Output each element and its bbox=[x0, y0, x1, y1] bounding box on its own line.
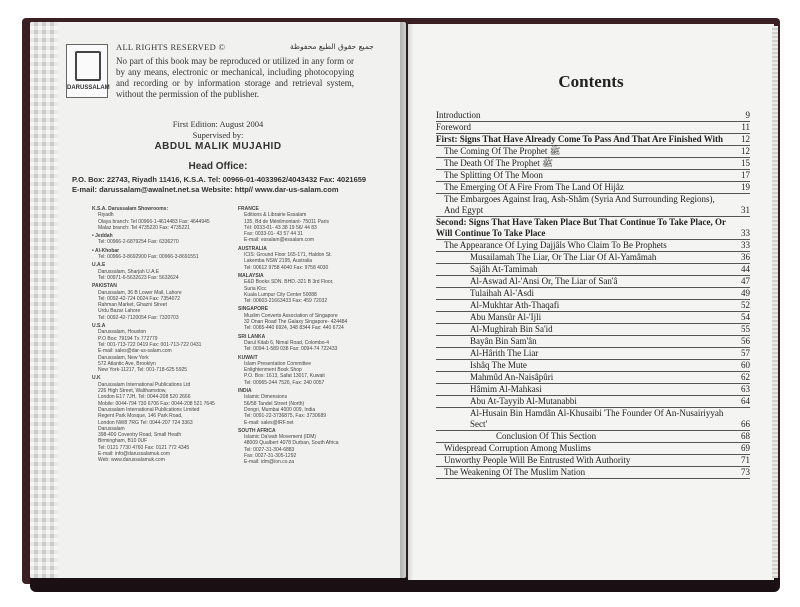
toc-title: Mahmûd An-Naisâpûri bbox=[470, 372, 554, 382]
toc-entry bbox=[436, 443, 750, 454]
showroom-line: 572 Atlantic Ave, Brooklyn bbox=[98, 360, 156, 367]
showroom-line: Editions & Librairie Essalam bbox=[244, 212, 307, 219]
toc-entry bbox=[436, 276, 750, 287]
showroom-line: Tel: 0121 7730 4760 Fax: 0121 772 4345 bbox=[98, 444, 190, 451]
toc-page: 54 bbox=[741, 312, 750, 322]
toc-entry bbox=[436, 134, 750, 145]
toc-title: Abu At-Tayyib Al-Mutanabbi bbox=[470, 396, 577, 406]
showroom-line: Riyadh bbox=[98, 212, 114, 219]
toc-title: The Weakening Of The Muslim Nation bbox=[444, 467, 586, 477]
toc-page: 44 bbox=[741, 264, 750, 274]
showroom-line: Tel: 00603-21663433 Fax: 459 72032 bbox=[244, 298, 328, 305]
toc-title: Al-Husain Bin Hamdân Al-Khusaibi 'The Founder Of An-Nusairiyyah Sect' bbox=[470, 408, 724, 429]
toc-page: 66 bbox=[741, 419, 750, 429]
toc-entry bbox=[436, 158, 750, 169]
logo-emblem-icon bbox=[75, 51, 101, 81]
toc-page: 9 bbox=[745, 110, 750, 120]
toc-page: 71 bbox=[741, 455, 750, 465]
showroom-line: 226 High Street, Walthamstow, bbox=[98, 388, 167, 395]
showroom-heading: U.S.A bbox=[92, 323, 106, 330]
showroom-line: E-mail: sales@dar-us-salam.com bbox=[98, 348, 172, 355]
table-of-contents bbox=[436, 110, 750, 479]
toc-entry bbox=[436, 372, 750, 383]
toc-page: 11 bbox=[741, 122, 750, 132]
toc-title: Introduction bbox=[436, 110, 481, 120]
showroom-line: Olaya branch: Tel 00966-1-4614483 Fax: 4644945 bbox=[98, 218, 210, 225]
showroom-heading: U.K bbox=[92, 375, 101, 382]
showroom-line: Islam Presentation Committee bbox=[244, 360, 311, 367]
toc-title: Foreword bbox=[436, 122, 471, 132]
showroom-line: Malaz branch: Tel 4735220 Fax: 4735221 bbox=[98, 224, 190, 231]
toc-title: Conclusion Of This Section bbox=[496, 431, 597, 441]
toc-entry bbox=[436, 312, 750, 323]
toc-entry bbox=[436, 324, 750, 335]
showroom-line: Tel: 0065-440 6924, 348 8344 Fax: 440 6724 bbox=[244, 325, 344, 332]
showroom-line: 48009 Qualbert 4078 Durban, South Africa bbox=[244, 440, 339, 447]
toc-entry bbox=[436, 182, 750, 193]
showroom-line: E-mail: idm@ion.co.za bbox=[244, 459, 295, 466]
toc-entry bbox=[436, 194, 750, 216]
showroom-line: P.O Box: 79194 Tx 772779 bbox=[98, 335, 158, 342]
toc-title: Hâmim Al-Mahkasi bbox=[470, 384, 542, 394]
showroom-line: ICIS: Ground Floor 165-171, Haldon St. bbox=[244, 252, 332, 259]
toc-page: 57 bbox=[741, 348, 750, 358]
toc-title: Ishâq The Mute bbox=[470, 360, 527, 370]
showroom-line: Fax: 0033-01- 43 57 44 31 bbox=[244, 231, 303, 238]
toc-entry bbox=[436, 252, 750, 263]
showroom-line: Tel: 0092-42-724 0024 Fax: 7354072 bbox=[98, 295, 181, 302]
toc-entry bbox=[436, 300, 750, 311]
toc-page: 56 bbox=[741, 336, 750, 346]
showroom-line: E&D Books SDN. BHD.-321 B 3rd Floor, bbox=[244, 279, 334, 286]
toc-page: 31 bbox=[741, 205, 750, 215]
showroom-line: Darussalam International Publications Ltd bbox=[98, 381, 191, 388]
rights-text: No part of this book may be reproduced or utilized in any form or by any means, electronic or mechanical, including photocopying and recording or by information storage and retrieval system, without the permission of the publisher. bbox=[116, 56, 354, 99]
showroom-line: Tel: 0092-42-7120054 Fax: 7320703 bbox=[98, 314, 179, 321]
toc-title: Abu Mansûr Al-'Ijli bbox=[470, 312, 542, 322]
toc-entry bbox=[436, 396, 750, 407]
showroom-line: Rahman Market, Ghazni Street bbox=[98, 302, 167, 309]
showroom-line: 398-400 Coventry Road, Small Heath bbox=[98, 432, 182, 439]
toc-title: Musailamah The Liar, Or The Liar Of Al-Yamâmah bbox=[470, 252, 657, 262]
toc-page: 73 bbox=[741, 467, 750, 477]
edition: First Edition: August 2004 bbox=[172, 119, 264, 129]
toc-title: The Splitting Of The Moon bbox=[444, 170, 543, 180]
toc-entry bbox=[436, 360, 750, 371]
showroom-line: Lakemba NSW 2195, Australia bbox=[244, 258, 313, 265]
showroom-line: Birmingham, B10 0UF bbox=[98, 438, 148, 445]
toc-entry bbox=[436, 348, 750, 359]
head-office-label: Head Office: bbox=[188, 161, 248, 172]
toc-page: 63 bbox=[741, 384, 750, 394]
showroom-line: Dongri, Mumbai 4000 009, India bbox=[244, 406, 316, 413]
showroom-line: Darul Kitab 6, Nimal Road, Colombo-4 bbox=[244, 339, 330, 346]
toc-title: Al-Aswad Al-'Ansi Or, The Liar of San'â bbox=[470, 276, 618, 286]
showroom-line: Tel: 00965-244 7526, Fax: 240 0057 bbox=[244, 379, 325, 386]
showroom-line: Tel: 00966-3-8692900 Fax: 00966-3-8691551 bbox=[98, 254, 199, 261]
showroom-line: 56/58 Tandel Street (North) bbox=[244, 400, 305, 407]
showroom-line: London E17 7JH, Tel: 0044-208 520 2666 bbox=[98, 394, 191, 401]
showroom-line: Kuala Lumpur City Center 50088 bbox=[244, 291, 317, 298]
toc-title: The Emerging Of A Fire From The Land Of Hijâz bbox=[444, 182, 624, 192]
toc-title: Al-Mukhtar Ath-Thaqafi bbox=[470, 300, 560, 310]
showroom-heading: FRANCE bbox=[238, 206, 259, 212]
showroom-line: Enlightenment Book Shop bbox=[244, 367, 302, 374]
showroom-heading: U.A.E bbox=[92, 262, 106, 269]
showrooms-left bbox=[92, 204, 232, 464]
publisher-logo bbox=[66, 44, 108, 98]
toc-page: 62 bbox=[741, 372, 750, 382]
showroom-line: P.O. Box: 1613, Safat 13017, Kuwait bbox=[244, 373, 325, 380]
showroom-line: E-mail: sales@IRF.net bbox=[244, 419, 294, 426]
toc-entry bbox=[436, 240, 750, 251]
toc-page: 49 bbox=[741, 288, 750, 298]
office-contact: E-mail: darussalam@awalnet.net.sa Website: http// www.dar-us-salam.com bbox=[72, 185, 339, 194]
toc-title: Tulaihah Al-'Asdi bbox=[470, 288, 535, 298]
showroom-heading: INDIA bbox=[238, 388, 252, 395]
page-gutter bbox=[400, 22, 414, 580]
showroom-line: E-mail: info@darussalamuk.com bbox=[98, 450, 171, 457]
endpaper bbox=[30, 22, 58, 578]
showroom-line: Darussalam, 36 B Lower Mall, Lahore bbox=[98, 289, 182, 296]
toc-page: 60 bbox=[741, 360, 750, 370]
contents-title: Contents bbox=[558, 72, 624, 91]
toc-page: 36 bbox=[741, 252, 750, 262]
showroom-line: Regent Park Mosque, 146 Park Road, bbox=[98, 413, 183, 420]
showroom-heading: PAKISTAN bbox=[92, 283, 117, 290]
toc-page: 33 bbox=[741, 240, 750, 250]
toc-page: 17 bbox=[741, 170, 750, 180]
toc-entry bbox=[436, 217, 750, 239]
toc-entry bbox=[436, 431, 750, 442]
showroom-line: Urdu Bazar Lahore bbox=[98, 308, 141, 315]
toc-page: 68 bbox=[741, 431, 750, 441]
toc-entry bbox=[436, 455, 750, 466]
logo-text: DARUSSALAM bbox=[67, 85, 110, 91]
office-address: P.O. Box: 22743, Riyadh 11416, K.S.A. Tel: 00966-01-4033962/4043432 Fax: 4021659 bbox=[72, 175, 367, 184]
showroom-line: Darussalam International Publications Limited bbox=[98, 406, 200, 413]
toc-page: 12 bbox=[741, 134, 750, 144]
showroom-line: Web: www.darussalamuk.com bbox=[98, 457, 165, 464]
toc-title: The Coming Of The Prophet ﷺ bbox=[444, 146, 561, 156]
toc-page: 47 bbox=[741, 276, 750, 286]
toc-entry bbox=[436, 467, 750, 478]
showroom-heading: AUSTRALIA bbox=[238, 245, 267, 252]
toc-entry bbox=[436, 264, 750, 275]
rights-title: ALL RIGHTS RESERVED © bbox=[116, 42, 226, 52]
showroom-line: Mobile: 0044-794 730 6706 Fax: 0044-208 521 7645 bbox=[98, 400, 215, 407]
showroom-line: Tel: 0091-22-3736875, Fax: 3730689 bbox=[244, 413, 327, 420]
showroom-line: Tel: 001-713-722 0419 Fax: 001-713-722 0431 bbox=[98, 341, 202, 348]
supervised-by-label: Supervised by: bbox=[192, 130, 244, 140]
toc-title: The Appearance Of Lying Dajjâls Who Claim To Be Prophets bbox=[444, 240, 667, 250]
page-edges bbox=[772, 26, 778, 578]
toc-entry bbox=[436, 408, 750, 430]
book-bottom-edge bbox=[30, 578, 780, 592]
rights-arabic: جميع حقوق الطبع محفوظة bbox=[290, 42, 374, 51]
showroom-line: Suria Klcc bbox=[244, 285, 267, 292]
toc-entry bbox=[436, 288, 750, 299]
toc-page: 12 bbox=[741, 146, 750, 156]
showroom-line: Tél: 0033-01- 43 38 19 56/ 44 83 bbox=[244, 224, 317, 231]
toc-title: Al-Hârith The Liar bbox=[470, 348, 539, 358]
showroom-line: E-mail: essalam@essalam.com bbox=[244, 237, 315, 244]
showroom-line: London NW8 7RG Tel: 0044-207 724 3363 bbox=[98, 419, 193, 426]
toc-title: The Death Of The Prophet ﷺ bbox=[444, 158, 553, 168]
showroom-line: Tel: 00966-2-6879254 Fax: 6336270 bbox=[98, 239, 179, 246]
toc-entry bbox=[436, 336, 750, 347]
toc-page: 69 bbox=[741, 443, 750, 453]
showroom-heading: SINGAPORE bbox=[238, 306, 269, 313]
showroom-heading: K.S.A. Darussalam Showrooms: bbox=[92, 206, 169, 212]
showroom-line: Darussalam bbox=[98, 425, 125, 432]
toc-entry bbox=[436, 170, 750, 181]
showroom-line: 135, Bd de Ménilmontant- 75011 Paris bbox=[244, 218, 329, 225]
toc-page: 52 bbox=[741, 300, 750, 310]
toc-entry bbox=[436, 384, 750, 395]
toc-title: Al-Mughirah Bin Sa'id bbox=[470, 324, 553, 334]
showroom-line: Tel: 00612 9758 4040 Fax: 9758 4030 bbox=[244, 264, 329, 271]
toc-page: 55 bbox=[741, 324, 750, 334]
toc-title: Sajâh At-Tamimah bbox=[470, 264, 538, 274]
showrooms-right bbox=[238, 204, 378, 466]
showroom-heading: MALAYSIA bbox=[238, 272, 264, 279]
showroom-heading: KUWAIT bbox=[238, 354, 258, 361]
showroom-heading: • Jeddah bbox=[92, 233, 113, 240]
toc-title: Bayân Bin Sam'ân bbox=[470, 336, 537, 346]
showroom-line: Tel: 0027-31-304-6883 bbox=[244, 446, 295, 453]
toc-page: 15 bbox=[741, 158, 750, 168]
showroom-line: Darussalam, New York bbox=[98, 354, 149, 361]
toc-page: 64 bbox=[741, 396, 750, 406]
toc-entry bbox=[436, 122, 750, 133]
toc-title: The Embargoes Against Iraq, Ash-Shâm (Syria And Surrounding Regions), And Egypt bbox=[444, 194, 715, 215]
showroom-line: Islamic Da'wah Movement (IDM) bbox=[244, 434, 317, 441]
showroom-heading: SRI LANKA bbox=[238, 333, 266, 340]
showroom-line: Tel: 00971-6-5632623 Fax: 5632624 bbox=[98, 274, 179, 281]
showroom-line: Muslim Converts Association of Singapore bbox=[244, 312, 338, 319]
showroom-line: Tel: 0094-1-589 038 Fax: 0094-74 722433 bbox=[244, 346, 338, 353]
toc-rule bbox=[436, 478, 750, 479]
showroom-line: Darussalam, Houston bbox=[98, 329, 147, 336]
toc-title: Widespread Corruption Among Muslims bbox=[444, 443, 591, 453]
showroom-line: New York-11217, Tel: 001-718-625 5925 bbox=[98, 367, 188, 374]
toc-title: First: Signs That Have Already Come To Pass And That Are Finished With bbox=[436, 134, 724, 144]
showroom-heading: • Al-Khobar bbox=[92, 247, 120, 254]
supervisor-name: ABDUL MALIK MUJAHID bbox=[154, 141, 282, 152]
toc-title: Second: Signs That Have Taken Place But That Continue To Take Place, Or Will Continue To Take Place bbox=[436, 217, 726, 238]
toc-title: Unworthy People Will Be Entrusted With Authority bbox=[444, 455, 631, 465]
toc-page: 33 bbox=[741, 228, 750, 238]
toc-page: 19 bbox=[741, 182, 750, 192]
toc-entry bbox=[436, 110, 750, 121]
showroom-line: Darussalam, Sharjah U.A.E bbox=[98, 268, 160, 275]
toc-entry bbox=[436, 146, 750, 157]
showroom-line: 32 Onan Road The Galaxy Singapore- 424484 bbox=[244, 319, 348, 326]
showroom-line: Islamic Dimensions bbox=[244, 394, 288, 401]
showroom-heading: SOUTH AFRICA bbox=[238, 427, 276, 434]
showroom-line: Fax: 0027-31-305-1292 bbox=[244, 452, 297, 459]
